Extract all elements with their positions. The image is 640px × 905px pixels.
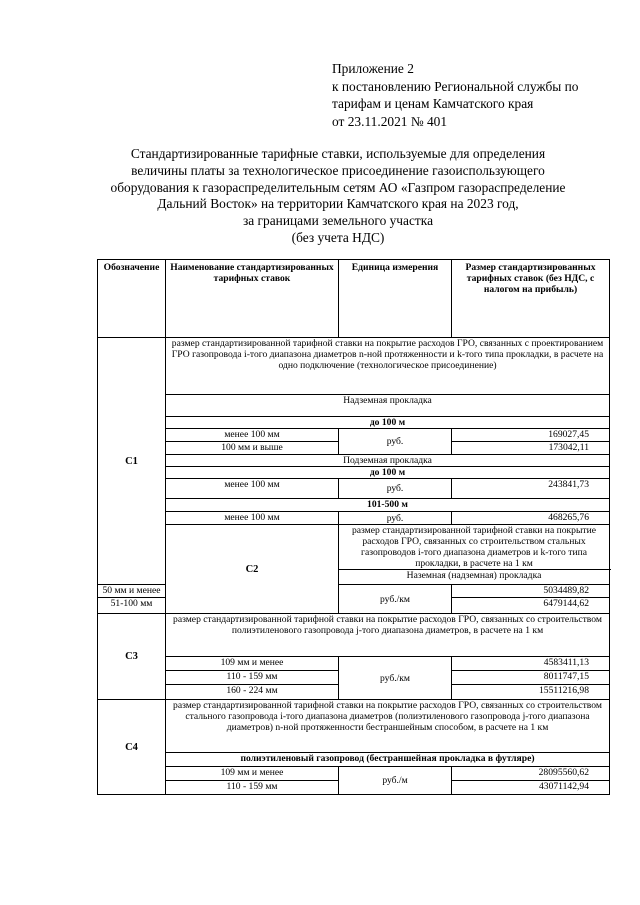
c1-r3-unit: руб. <box>339 479 452 499</box>
c4-subheader: полиэтиленовый газопровод (бестраншейная прокладка в футляре) <box>166 753 610 767</box>
c2-r2-value: 6479144,62 <box>452 598 610 614</box>
c1-r4-value: 468265,76 <box>452 512 610 525</box>
c2-r1-size: 50 мм и менее <box>98 585 166 598</box>
c1-r1-value: 169027,45 <box>452 429 610 442</box>
appendix-agency: тарифам и ценам Камчатского края <box>332 96 534 111</box>
c1-r3-value: 243841,73 <box>452 479 610 499</box>
c4-description: размер стандартизированной тарифной ставки на покрытие расходов ГРО, связанных со строительством стального газопровода i-того диапазона диаметров (полиэтиленового газопровода j-того диапазона диаметров) n-ной протяженности бестраншейным способом, в расчете на 1 км <box>166 700 610 753</box>
title-line: Дальний Восток» на территории Камчатского края на 2023 год, <box>157 196 519 212</box>
c3-r2-value: 8011747,15 <box>452 671 610 685</box>
table-row <box>98 657 610 671</box>
c1-r2-value: 173042,11 <box>452 442 610 455</box>
table-header-row <box>98 260 610 338</box>
header-designation: Обозначение <box>98 260 166 338</box>
c1-r3-size: менее 100 мм <box>166 479 339 499</box>
tariff-table <box>97 259 610 795</box>
c1-r1-unit: руб. <box>339 429 452 455</box>
c1-under-ground: Подземная прокладка <box>166 455 610 467</box>
c3-r2-size: 110 - 159 мм <box>166 671 339 685</box>
c1-r2-size: 100 мм и выше <box>166 442 339 455</box>
c4-r1-value: 28095560,62 <box>452 767 610 781</box>
c1-length-101-500: 101-500 м <box>166 499 610 512</box>
c4-r1-size: 109 мм и менее <box>166 767 339 781</box>
c4-unit: руб./м <box>339 767 452 795</box>
c3-r3-size: 160 - 224 мм <box>166 685 339 700</box>
appendix-header <box>332 60 578 130</box>
header-size: Размер стандартизированных тарифных ставок (без НДС, с налогом на прибыль) <box>452 260 610 338</box>
c2-r1-value: 5034489,82 <box>452 585 610 598</box>
header-name: Наименование стандартизированных тарифных ставок <box>166 260 339 338</box>
c4-r2-value: 43071142,94 <box>452 781 610 795</box>
c3-r1-value: 4583411,13 <box>452 657 610 671</box>
code-c2: С2 <box>166 525 339 614</box>
title-line: величины платы за технологическое присоединение газоиспользующего <box>131 162 545 178</box>
table-row <box>98 767 610 781</box>
c2-unit: руб./км <box>339 585 452 614</box>
title-line: (без учета НДС) <box>291 229 385 245</box>
c1-description: размер стандартизированной тарифной ставки на покрытие расходов ГРО, связанных с проектированием ГРО газопровода i-того диапазона диаметров n-ной протяженности и k-того типа прокладки, в расчете на одно подключение (технологическое присоединение) <box>166 338 610 395</box>
c1-r4-size: менее 100 мм <box>166 512 339 525</box>
title-line: оборудования к газораспределительным сетям АО «Газпром газораспределение <box>110 179 566 195</box>
c3-r3-value: 15511216,98 <box>452 685 610 700</box>
title-line: за границами земельного участка <box>242 213 434 229</box>
appendix-resolution: к постановлению Региональной службы по <box>332 78 579 94</box>
appendix-date: от 23.11.2021 № 401 <box>332 113 448 129</box>
table-row <box>98 429 610 442</box>
table-row <box>98 479 610 499</box>
appendix-number: Приложение 2 <box>332 61 414 76</box>
code-c1: С1 <box>98 338 166 585</box>
c1-r4-unit: руб. <box>339 512 452 525</box>
c2-description: размер стандартизированной тарифной ставки на покрытие расходов ГРО, связанных со строительством стальных газопроводов i-того диапазона диаметров и k-того типа прокладки, в расчете на 1 км <box>339 525 610 570</box>
c3-r1-size: 109 мм и менее <box>166 657 339 671</box>
code-c4: С4 <box>98 700 166 795</box>
c1-length-upto-100: до 100 м <box>166 417 610 429</box>
c1-length-upto-100b: до 100 м <box>166 467 610 479</box>
c2-r2-size: 51-100 мм <box>98 598 166 614</box>
c1-above-ground: Надземная прокладка <box>166 395 610 417</box>
title-line: Стандартизированные тарифные ставки, используемые для определения <box>130 146 546 161</box>
c1-r1-size: менее 100 мм <box>166 429 339 442</box>
c3-description: размер стандартизированной тарифной ставки на покрытие расходов ГРО, связанных со строительством полиэтиленового газопровода j-того диапазона диаметров, в расчете на 1 км <box>166 614 610 657</box>
code-c3: С3 <box>98 614 166 700</box>
header-unit: Единица измерения <box>339 260 452 338</box>
c2-subheader: Наземная (надземная) прокладка <box>339 570 610 585</box>
document-title <box>86 146 590 247</box>
c3-unit: руб./км <box>339 657 452 700</box>
table-row <box>98 512 610 525</box>
c4-r2-size: 110 - 159 мм <box>166 781 339 795</box>
